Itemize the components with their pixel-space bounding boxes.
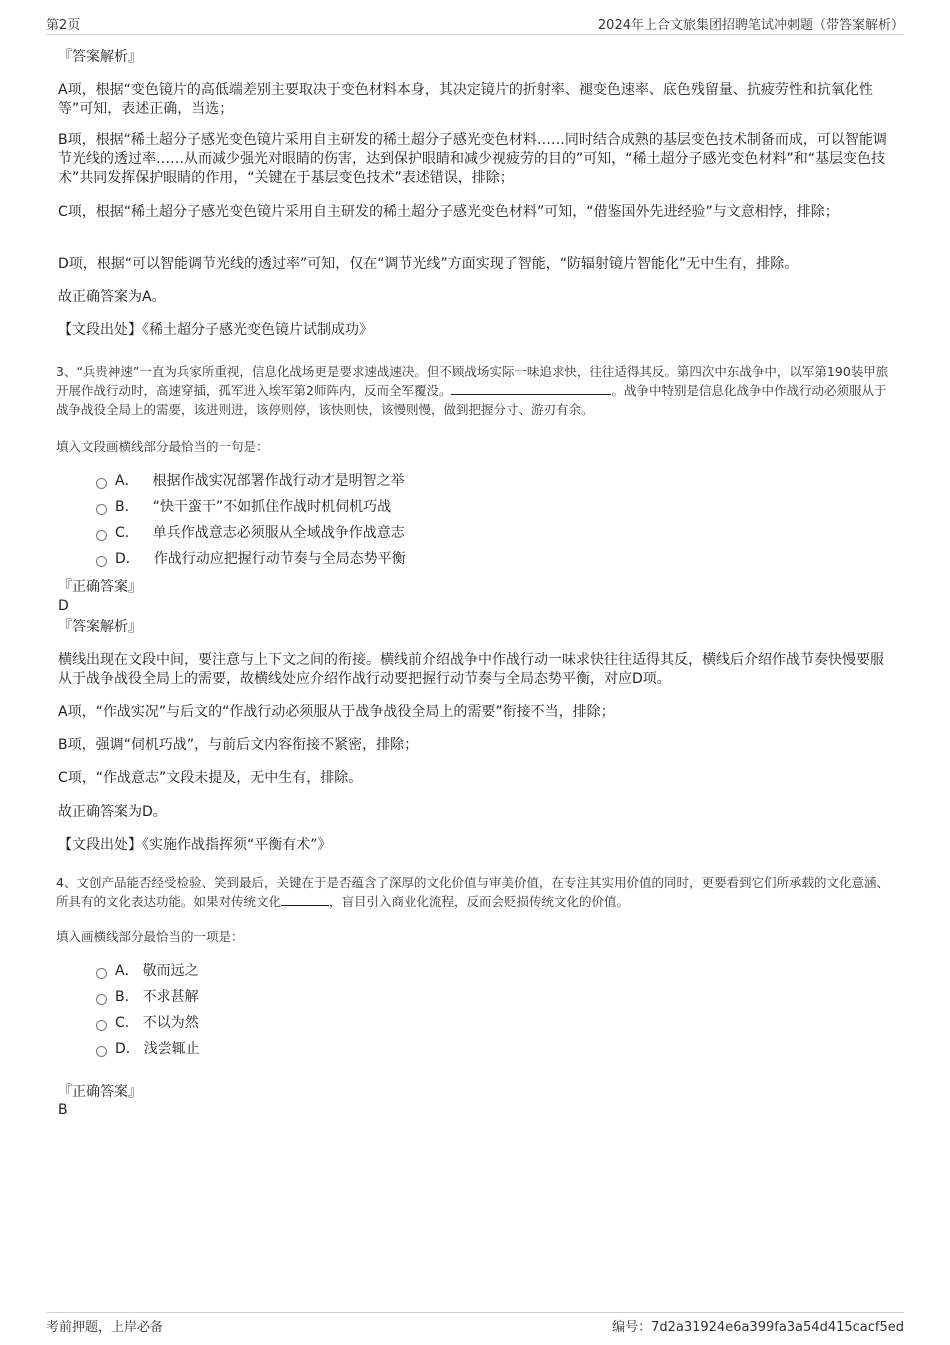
q3-stem-after: 。战争中特别是信息化战争中作战行动必须服从于战争战役全局上的需要，该进则进，该停则停，该快则快，该慢则慢，做到把握分寸、游刃有余。 — [56, 383, 887, 417]
q2-analysis-d: D项，根据“可以智能调节光线的透过率”可知，仅在“调节光线”方面实现了智能，“防辐射镜片智能化”无中生有，排除。 — [58, 256, 799, 272]
q4-answer-tag: 『正确答案』 — [58, 1084, 142, 1100]
q4-stem-after: ，盲目引入商业化流程，反而会贬损传统文化的价值。 — [329, 894, 630, 909]
page-footer — [46, 1312, 904, 1338]
q3-answer-tag: 『正确答案』 — [58, 579, 142, 595]
q3-answer: D — [58, 598, 69, 614]
q2-conclusion: 故正确答案为A。 — [58, 289, 166, 305]
serial-number: 7d2a31924e6a399fa3a54d415cacf5ed — [651, 1320, 904, 1335]
q4-option-b[interactable]: B． 不求甚解 — [96, 988, 199, 1007]
q3-prompt: 填入文段画横线部分最恰当的一句是： — [56, 439, 269, 454]
q2-analysis-b: B项，根据“稀土超分子感光变色镜片采用自主研发的稀土超分子感光变色材料……同时结合成熟的基层变色技术制备而成，可以智能调节光线的透过率……从而减少强光对眼睛的伤害，达到保护眼睛和减少视疲劳的目的”可知，“稀土超分子感光变色材料”和“基层变色技术”共同发挥保护眼睛的作用，“关键在于基层变色技术”表述错误，排除； — [58, 132, 887, 186]
q3-stem-before: 3、“兵贵神速”一直为兵家所重视，信息化战场更是要求速战速决。但不顾战场实际一味追求快，往往适得其反。第四次中东战争中，以军第190装甲旅开展作战行动时，高速穿插，孤军进入埃军第2师阵内，反而全军覆没。 — [56, 364, 889, 398]
page-header — [46, 14, 904, 35]
q3-option-d[interactable]: D． 作战行动应把握行动节奏与全局态势平衡 — [96, 550, 406, 569]
q3-analysis-c: C项，“作战意志”文段未提及，无中生有，排除。 — [58, 770, 363, 786]
page-number: 第2页 — [46, 18, 81, 33]
q2-analysis-a: A项，根据“变色镜片的高低端差别主要取决于变色材料本身，其决定镜片的折射率、褪变色速率、底色残留量、抗疲劳性和抗氧化性等”可知，表述正确，当选； — [58, 82, 873, 117]
radio-icon[interactable] — [96, 530, 107, 541]
q4-prompt: 填入画横线部分最恰当的一项是： — [56, 929, 244, 944]
q3-analysis-b: B项，强调“伺机巧战”，与前后文内容衔接不紧密，排除； — [58, 737, 419, 753]
q3-analysis-tag: 『答案解析』 — [58, 619, 142, 635]
q2-analysis-c: C项，根据“稀土超分子感光变色镜片采用自主研发的稀土超分子感光变色材料”可知，“借鉴国外先进经验”与文意相悖，排除； — [58, 204, 839, 220]
q4-stem — [56, 873, 892, 911]
q3-source: 【文段出处】《实施作战指挥须“平衡有术”》 — [58, 837, 332, 853]
q3-stem — [56, 362, 892, 419]
radio-icon[interactable] — [96, 1020, 107, 1031]
q3-analysis-a: A项，“作战实况”与后文的“作战行动必须服从于战争战役全局上的需要”衔接不当，排除； — [58, 704, 615, 720]
q3-analysis-main: 横线出现在文段中间，要注意与上下文之间的衔接。横线前介绍战争中作战行动一味求快往往适得其反，横线后介绍作战节奏快慢要服从于战争战役全局上的需要，故横线处应介绍作战行动要把握行动节奏与全局态势平衡，对应D项。 — [58, 652, 884, 687]
q3-conclusion: 故正确答案为D。 — [58, 804, 167, 820]
radio-icon[interactable] — [96, 504, 107, 515]
q4-option-c[interactable]: C． 不以为然 — [96, 1014, 199, 1033]
q4-option-a[interactable]: A． 敬而远之 — [96, 962, 199, 981]
document-title: 2024年上合文旅集团招聘笔试冲刺题（带答案解析） — [597, 18, 904, 33]
q3-option-b[interactable]: B． “快干蛮干”不如抓住作战时机伺机巧战 — [96, 498, 391, 517]
q4-option-d[interactable]: D． 浅尝辄止 — [96, 1040, 200, 1059]
q2-analysis-tag: 『答案解析』 — [58, 49, 142, 65]
radio-icon[interactable] — [96, 1046, 107, 1057]
radio-icon[interactable] — [96, 994, 107, 1005]
q3-blank — [451, 382, 611, 395]
footer-serial — [612, 1316, 904, 1335]
radio-icon[interactable] — [96, 968, 107, 979]
q4-blank — [281, 893, 329, 906]
q3-option-a[interactable]: A． 根据作战实况部署作战行动才是明智之举 — [96, 472, 405, 491]
serial-label: 编号： — [612, 1320, 652, 1335]
q4-answer: B — [58, 1102, 68, 1118]
radio-icon[interactable] — [96, 556, 107, 567]
footer-slogan: 考前押题，上岸必备 — [46, 1320, 164, 1335]
radio-icon[interactable] — [96, 478, 107, 489]
q2-source: 【文段出处】《稀土超分子感光变色镜片试制成功》 — [58, 322, 373, 338]
q4-stem-before: 4、文创产品能否经受检验、笑到最后，关键在于是否蕴含了深厚的文化价值与审美价值，在专注其实用价值的同时，更要看到它们所承载的文化意涵、所具有的文化表达功能。如果对传统文化 — [56, 875, 889, 909]
q3-option-c[interactable]: C． 单兵作战意志必须服从全域战争作战意志 — [96, 524, 405, 543]
